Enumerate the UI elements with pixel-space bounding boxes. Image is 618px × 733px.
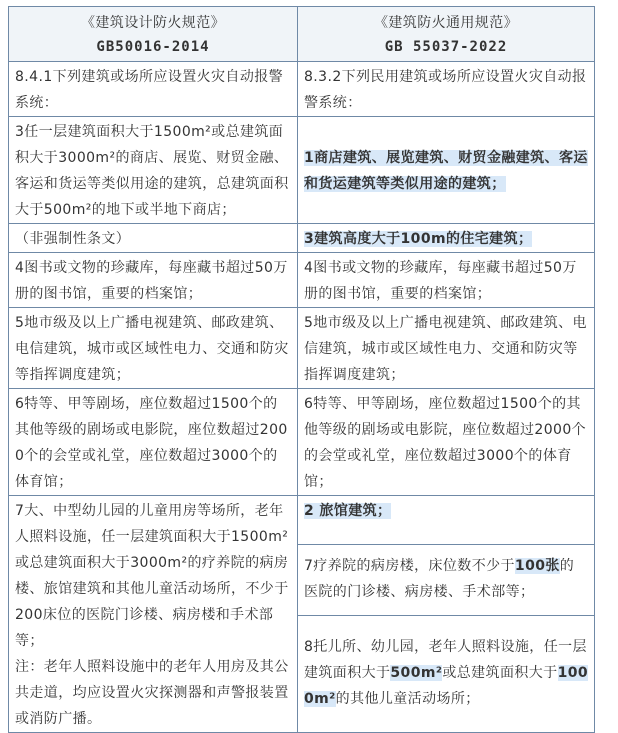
- segment-text: 或总建筑面积大于: [442, 665, 558, 681]
- highlighted-number: 100张: [514, 558, 560, 574]
- right-segment: [298, 545, 594, 616]
- header-row: [9, 7, 595, 62]
- highlighted-number: 1000m²: [304, 665, 588, 707]
- left-cell: 6特等、甲等剧场，座位数超过1500个的其他等级的剧场或电影院，座位数超过2000个的会堂或礼堂，座位数超过3000个的体育馆；: [9, 389, 298, 496]
- table-row: [9, 62, 595, 117]
- table-row: [9, 224, 595, 253]
- left-cell: 5地市级及以上广播电视建筑、邮政建筑、电信建筑，城市或区域性电力、交通和防灾等指挥调度建筑；: [9, 308, 298, 389]
- highlighted-text: 2 旅馆建筑；: [304, 503, 392, 519]
- left-standard-title: 《建筑设计防火规范》: [81, 15, 225, 31]
- table-row: [9, 308, 595, 389]
- left-cell: （非强制性条文）: [9, 224, 298, 253]
- right-standard-code: GB 55037-2022: [384, 39, 508, 55]
- right-cell: [298, 224, 595, 253]
- right-cell: 5地市级及以上广播电视建筑、邮政建筑、电信建筑，城市或区域性电力、交通和防灾等指挥调度建筑；: [298, 308, 595, 389]
- left-cell: 8.4.1下列建筑或场所应设置火灾自动报警系统：: [9, 62, 298, 117]
- right-standard-title: 《建筑防火通用规范》: [374, 15, 518, 31]
- left-note: 注：老年人照料设施中的老年人用房及其公共走道，均应设置火灾探测器和声警报装置或消防广播。: [15, 659, 289, 727]
- left-cell: [9, 496, 298, 733]
- segment-text: 的其他儿童活动场所；: [335, 691, 480, 707]
- segment-text: 的医院的门诊楼、病房楼、手术部等；: [304, 558, 575, 600]
- table-row: [9, 117, 595, 224]
- left-cell: 4图书或文物的珍藏库，每座藏书超过50万册的图书馆，重要的档案馆；: [9, 253, 298, 308]
- right-cell: [298, 496, 595, 733]
- right-cell: [298, 117, 595, 224]
- table-row: [9, 389, 595, 496]
- right-segment: [298, 496, 594, 545]
- left-header: [9, 7, 298, 62]
- left-standard-code: GB50016-2014: [96, 39, 210, 55]
- table-row: [9, 496, 595, 733]
- table-row: [9, 253, 595, 308]
- highlighted-text: 3建筑高度大于100m的住宅建筑；: [304, 231, 533, 247]
- right-header: [298, 7, 595, 62]
- segment-text: 8托儿所、幼儿园，老年人照料设施，任一层建筑面积大于: [304, 639, 587, 681]
- right-cell: 8.3.2下列民用建筑或场所应设置火灾自动报警系统：: [298, 62, 595, 117]
- right-cell: 6特等、甲等剧场，座位数超过1500个的其他等级的剧场或电影院，座位数超过2000个的会堂或礼堂，座位数超过3000个的体育馆；: [298, 389, 595, 496]
- highlighted-number: 500m²: [390, 665, 443, 681]
- left-cell: 3任一层建筑面积大于1500m²或总建筑面积大于3000m²的商店、展览、财贸金融、客运和货运等类似用途的建筑，总建筑面积大于500m²的地下或半地下商店；: [9, 117, 298, 224]
- highlighted-text: 1商店建筑、展览建筑、财贸金融建筑、客运和货运建筑等类似用途的建筑；: [304, 150, 588, 192]
- left-clause-7: 7大、中型幼儿园的儿童用房等场所，老年人照料设施，任一层建筑面积大于1500m²或总建筑面积大于3000m²的疗养院的病房楼、旅馆建筑和其他儿童活动场所，不少于200床位的医院门诊楼、病房楼和手术部等；: [15, 503, 289, 649]
- segment-text: 7疗养院的病房楼，床位数不少于: [304, 558, 515, 574]
- right-cell: 4图书或文物的珍藏库，每座藏书超过50万册的图书馆，重要的档案馆；: [298, 253, 595, 308]
- right-segment: [298, 616, 594, 716]
- comparison-table: [8, 6, 595, 733]
